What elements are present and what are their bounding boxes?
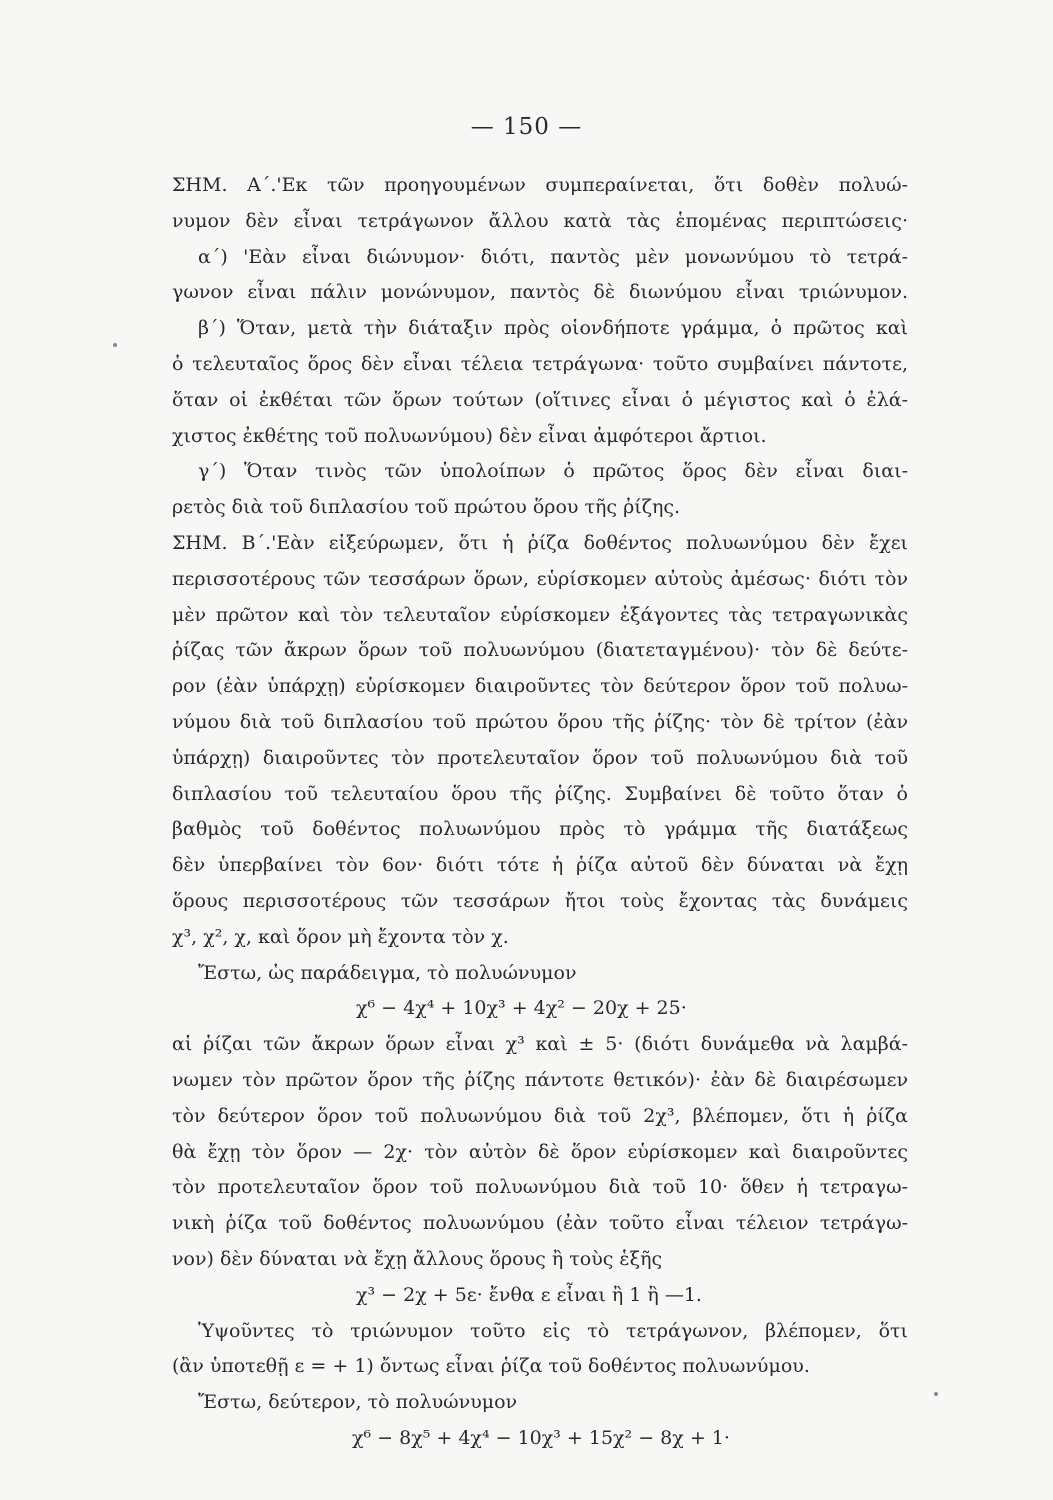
formula-line: χ⁶ − 8χ⁵ + 4χ⁴ − 10χ³ + 15χ² − 8χ + 1·: [352, 1426, 730, 1449]
text-line: νυμον δὲν εἶναι τετράγωνον ἄλλου κατὰ τὰς ἑπομένας περιπτώσεις·: [172, 209, 908, 232]
text-line: γ΄) Ὅταν τινὸς τῶν ὑπολοίπων ὁ πρῶτος ὅρος δὲν εἶναι διαι-: [198, 460, 908, 483]
text-line: μὲν πρῶτον καὶ τὸν τελευταῖον εὑρίσκομεν ἐξάγοντες τὰς τετραγωνικὰς: [172, 603, 908, 626]
paper-speck: [113, 343, 117, 347]
text-line: δὲν ὑπερβαίνει τὸν 6ον· διότι τότε ἡ ῥίζα αὐτοῦ δὲν δύναται νὰ ἔχῃ: [172, 854, 908, 877]
text-line: ὁ τελευταῖος ὅρος δὲν εἶναι τέλεια τετράγωνα· τοῦτο συμβαίνει πάντοτε,: [172, 352, 908, 375]
text-line: β΄) Ὅταν, μετὰ τὴν διάταξιν πρὸς οἱονδήποτε γράμμα, ὁ πρῶτος καὶ: [198, 317, 908, 340]
text-line: Ὑψοῦντες τὸ τριώνυμον τοῦτο εἰς τὸ τετράγωνον, βλέπομεν, ὅτι: [198, 1319, 908, 1342]
text-line: α΄) 'Εὰν εἶναι διώνυμον· διότι, παντὸς μὲν μονωνύμου τὸ τετρά-: [198, 245, 908, 268]
text-line: Ἔστω, δεύτερον, τὸ πολυώνυμον: [198, 1391, 518, 1414]
text-line: ὅρους περισσοτέρους τῶν τεσσάρων ἤτοι τοὺς ἔχοντας τὰς δυνάμεις: [172, 889, 908, 912]
text-line: θὰ ἔχῃ τὸν ὅρον — 2χ· τὸν αὐτὸν δὲ ὅρον εὑρίσκομεν καὶ διαιροῦντες: [172, 1140, 908, 1163]
text-line: γωνον εἶναι πάλιν μονώνυμον, παντὸς δὲ διωνύμου εἶναι τριώνυμον.: [172, 281, 908, 304]
text-line: διπλασίου τοῦ τελευταίου ὅρου τῆς ῥίζης. Συμβαίνει δὲ τοῦτο ὅταν ὁ: [172, 782, 908, 805]
formula-line: χ³ − 2χ + 5ε· ἔνθα ε εἶναι ἢ 1 ἢ —1.: [356, 1283, 702, 1306]
text-line: ΣΗΜ. Β΄.'Εὰν εἰξεύρωμεν, ὅτι ἡ ῥίζα δοθέντος πολυωνύμου δὲν ἔχει: [172, 531, 908, 554]
text-line: βαθμὸς τοῦ δοθέντος πολυωνύμου πρὸς τὸ γράμμα τῆς διατάξεως: [172, 818, 908, 841]
text-line: νωμεν τὸν πρῶτον ὅρον τῆς ῥίζης πάντοτε θετικόν)· ἐὰν δὲ διαιρέσωμεν: [172, 1068, 908, 1091]
text-line: Ἔστω, ὡς παράδειγμα, τὸ πολυώνυμον: [198, 961, 577, 984]
body-text: [172, 168, 908, 1457]
text-line: νύμου διὰ τοῦ διπλασίου τοῦ πρώτου ὅρου τῆς ῥίζης· τὸν δὲ τρίτον (ἐὰν: [172, 710, 908, 733]
formula-line: χ⁶ − 4χ⁴ + 10χ³ + 4χ² − 20χ + 25·: [356, 997, 687, 1020]
text-line: χ³, χ², χ, καὶ ὅρον μὴ ἔχοντα τὸν χ.: [172, 925, 509, 948]
text-line: χιστος ἐκθέτης τοῦ πολυωνύμου) δὲν εἶναι ἀμφότεροι ἄρτιοι.: [172, 424, 767, 447]
text-line: νικὴ ῥίζα τοῦ δοθέντος πολυωνύμου (ἐὰν τοῦτο εἶναι τέλειον τετράγω-: [172, 1212, 908, 1235]
text-line: τὸν προτελευταῖον ὅρον τοῦ πολυωνύμου διὰ τοῦ 10· ὅθεν ἡ τετραγω-: [172, 1176, 908, 1199]
text-line: νον) δὲν δύναται νὰ ἔχῃ ἄλλους ὅρους ἢ τοὺς ἑξῆς: [172, 1247, 663, 1270]
paper-speck: [934, 1392, 938, 1396]
text-line: (ἂν ὑποτεθῇ ε = + 1) ὄντως εἶναι ῥίζα τοῦ δοθέντος πολυωνύμου.: [172, 1355, 810, 1378]
text-line: ὑπάρχῃ) διαιροῦντες τὸν προτελευταῖον ὅρον τοῦ πολυωνύμου διὰ τοῦ: [172, 746, 908, 769]
text-line: περισσοτέρους τῶν τεσσάρων ὅρων, εὑρίσκομεν αὐτοὺς ἀμέσως· διότι τὸν: [172, 567, 908, 590]
text-line: τὸν δεύτερον ὅρον τοῦ πολυωνύμου διὰ τοῦ 2χ³, βλέπομεν, ὅτι ἡ ῥίζα: [172, 1104, 908, 1127]
text-line: ρον (ἐὰν ὑπάρχῃ) εὑρίσκομεν διαιροῦντες τὸν δεύτερον ὅρον τοῦ πολυω-: [172, 675, 908, 698]
text-line: ῥίζας τῶν ἄκρων ὅρων τοῦ πολυωνύμου (διατεταγμένου)· τὸν δὲ δεύτε-: [172, 639, 908, 662]
page-number: — 150 —: [470, 114, 583, 140]
text-line: αἱ ῥίζαι τῶν ἄκρων ὅρων εἶναι χ³ καὶ ± 5· (διότι δυνάμεθα νὰ λαμβά-: [172, 1033, 908, 1056]
text-line: ὅταν οἱ ἐκθέται τῶν ὅρων τούτων (οἵτινες εἶναι ὁ μέγιστος καὶ ὁ ἐλά-: [172, 388, 908, 411]
text-line: ΣΗΜ. Α΄.'Εκ τῶν προηγουμένων συμπεραίνεται, ὅτι δοθὲν πολυώ-: [172, 174, 908, 196]
text-line: ρετὸς διὰ τοῦ διπλασίου τοῦ πρώτου ὅρου τῆς ῥίζης.: [172, 496, 681, 519]
